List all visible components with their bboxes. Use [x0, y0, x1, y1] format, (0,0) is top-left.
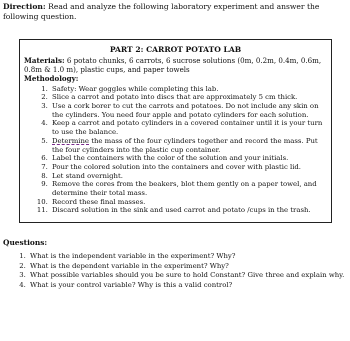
step-7: 7. Pour the colored solution into the containers and cover with plastic lid. [50, 163, 327, 172]
lab-procedure-box [19, 39, 332, 223]
step-4: 4. Keep a carrot and potato cylinders in a covered container until it is your turn to use the balance. [50, 119, 327, 136]
materials-text: 6 potato chunks, 6 carrots, 6 sucrose solutions (0m, 0.2m, 0.4m, 0.6m, 0.8m & 1.0 m), plastic cups, and paper towels [24, 56, 322, 75]
lab-title: PART 2: CARROT POTATO LAB [109, 45, 242, 54]
step-1: 1. Safety: Wear goggles while completing this lab. [50, 85, 327, 94]
step-5 [50, 137, 327, 154]
step-10: 10. Record these final masses. [50, 198, 327, 207]
direction-label: Direction: [3, 2, 46, 11]
step-8: 8. Let stand overnight. [50, 172, 327, 181]
step-11: 11. Discard solution in the sink and used carrot and potato /cups in the trash. [50, 206, 327, 215]
materials-paragraph [24, 56, 327, 74]
direction-paragraph [3, 2, 343, 22]
direction-text: Read and analyze the following laboratory experiment and answer the following question. [3, 2, 320, 21]
questions-list [0, 252, 346, 290]
questions-heading: Questions: [3, 238, 48, 247]
methodology-steps [24, 85, 327, 216]
step-9: 9. Remove the cores from the beakers, blot them gently on a paper towel, and determine their total mass. [50, 180, 327, 197]
step-2: 2. Slice a carrot and potato into discs that are approximately 5 cm thick. [50, 93, 327, 102]
question-4: 4. What is your control variable? Why is this a valid control? [28, 281, 346, 291]
materials-label: Materials: [24, 56, 65, 65]
step-5-keyword: Determine [52, 136, 89, 145]
question-3: 3. What possible variables should you be sure to hold Constant? Give three and explain why. [28, 271, 346, 281]
step-6: 6. Label the containers with the color of the solution and your initials. [50, 154, 327, 163]
methodology-label: Methodology: [24, 74, 79, 84]
question-1: 1. What is the independent variable in the experiment? Why? [28, 252, 346, 262]
step-5-rest: the mass of the four cylinders together and record the mass. Put the four cylinders into the plastic cup container. [52, 136, 318, 154]
step-3: 3. Use a cork borer to cut the carrots and potatoes. Do not include any skin on the cylinders. You need four apple and potato cylinders for each solution. [50, 102, 327, 119]
question-2: 2. What is the dependent variable in the experiment? Why? [28, 262, 346, 272]
